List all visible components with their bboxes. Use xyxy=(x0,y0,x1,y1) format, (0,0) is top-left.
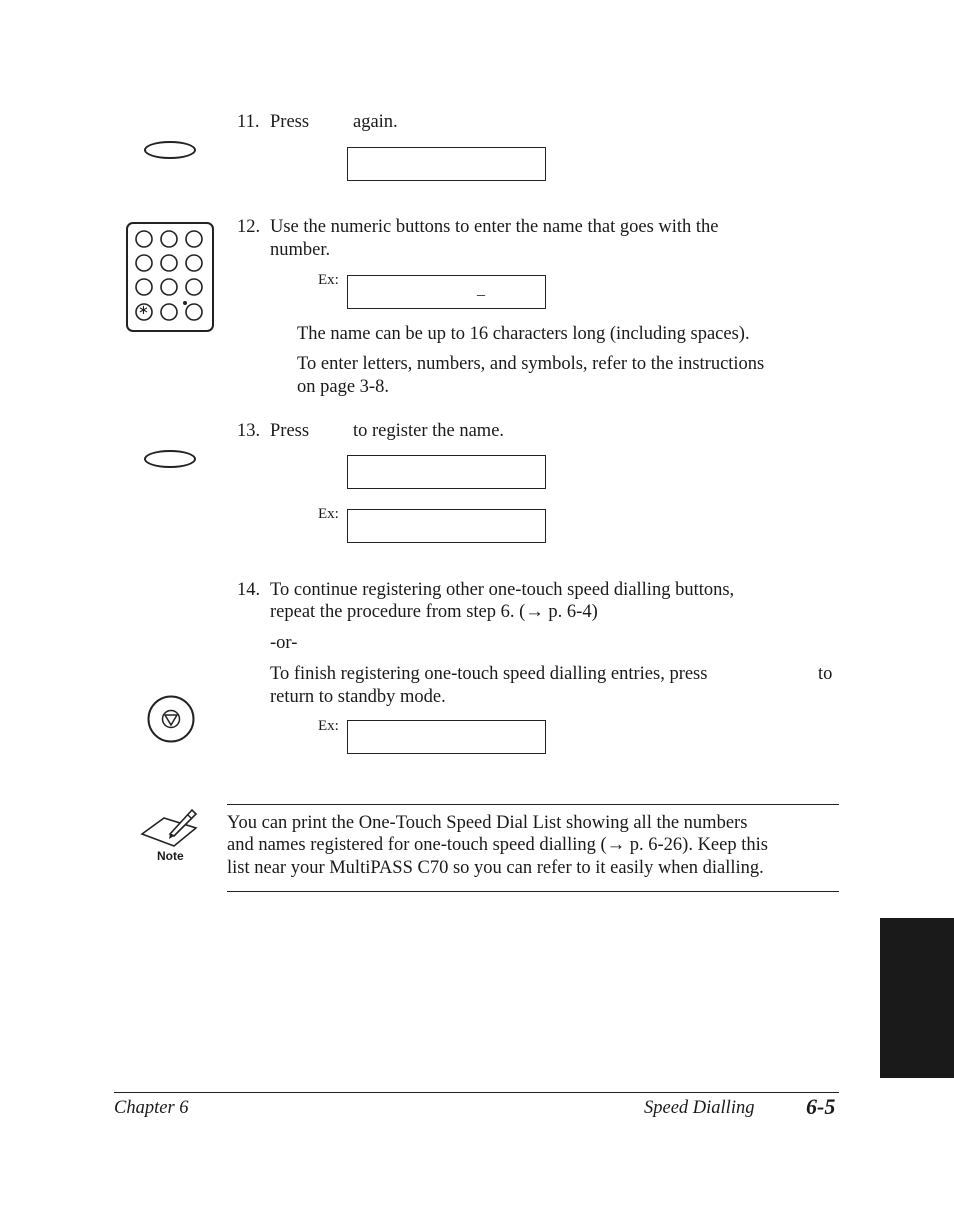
step-12-note2-line2: on page 3-8. xyxy=(297,377,389,397)
step-13-ex-label: Ex: xyxy=(318,506,339,522)
set-button-icon-2 xyxy=(144,450,196,468)
step-13-number: 13. xyxy=(237,421,261,441)
step-12-number: 12. xyxy=(237,217,261,237)
note-top-rule xyxy=(227,804,839,805)
lcd-display-step-14 xyxy=(347,720,546,754)
note-label: Note xyxy=(157,849,184,863)
step-11-number: 11. xyxy=(237,112,260,132)
footer-rule xyxy=(114,1092,839,1093)
step-14-finish-to: to xyxy=(818,664,833,684)
stop-button-icon xyxy=(146,694,196,744)
footer-page-number: 6-5 xyxy=(806,1094,836,1119)
step-14-number: 14. xyxy=(237,580,261,600)
step-14-or: -or- xyxy=(270,633,298,653)
step-14-line2: repeat the procedure from step 6. (→ p. 6-4) xyxy=(270,602,598,622)
lcd-cursor: _ xyxy=(477,281,485,298)
set-button-icon xyxy=(144,141,196,159)
note-pencil-graphic xyxy=(140,806,198,850)
step-12-note1: The name can be up to 16 characters long (including spaces). xyxy=(297,324,750,344)
lcd-display-step-13b xyxy=(347,509,546,543)
lcd-display-step-12 xyxy=(347,275,546,309)
step-14-finish-line2: return to standby mode. xyxy=(270,687,446,707)
note-bottom-rule xyxy=(227,891,839,892)
footer-chapter: Chapter 6 xyxy=(114,1098,189,1118)
step-12-ex-label: Ex: xyxy=(318,272,339,288)
lcd-display-step-11 xyxy=(347,147,546,181)
note-pencil-icon xyxy=(140,806,198,850)
step-14-finish-line1: To finish registering one-touch speed dialling entries, press xyxy=(270,664,708,684)
step-14-line1: To continue registering other one-touch speed dialling buttons, xyxy=(270,580,735,600)
lcd-display-step-13a xyxy=(347,455,546,489)
star-key-symbol: ∗ xyxy=(138,303,149,318)
stop-button-graphic xyxy=(146,694,196,744)
numeric-keypad-icon xyxy=(126,222,214,332)
step-13-press: Press xyxy=(270,421,310,441)
step-11-rest: again. xyxy=(353,112,398,132)
step-12-line1: Use the numeric buttons to enter the name that goes with the xyxy=(270,217,719,237)
chapter-tab xyxy=(880,918,954,1078)
note-line2: and names registered for one-touch speed dialling (→ p. 6-26). Keep this xyxy=(227,835,768,855)
step-12-note2-line1: To enter letters, numbers, and symbols, refer to the instructions xyxy=(297,354,765,374)
step-11-press: Press xyxy=(270,112,310,132)
footer-section: Speed Dialling xyxy=(644,1098,755,1118)
note-line3: list near your MultiPASS C70 so you can refer to it easily when dialling. xyxy=(227,858,764,878)
note-line1: You can print the One-Touch Speed Dial List showing all the numbers xyxy=(227,813,748,833)
step-12-line2: number. xyxy=(270,240,331,260)
step-14-ex-label: Ex: xyxy=(318,718,339,734)
step-13-rest: to register the name. xyxy=(353,421,505,441)
